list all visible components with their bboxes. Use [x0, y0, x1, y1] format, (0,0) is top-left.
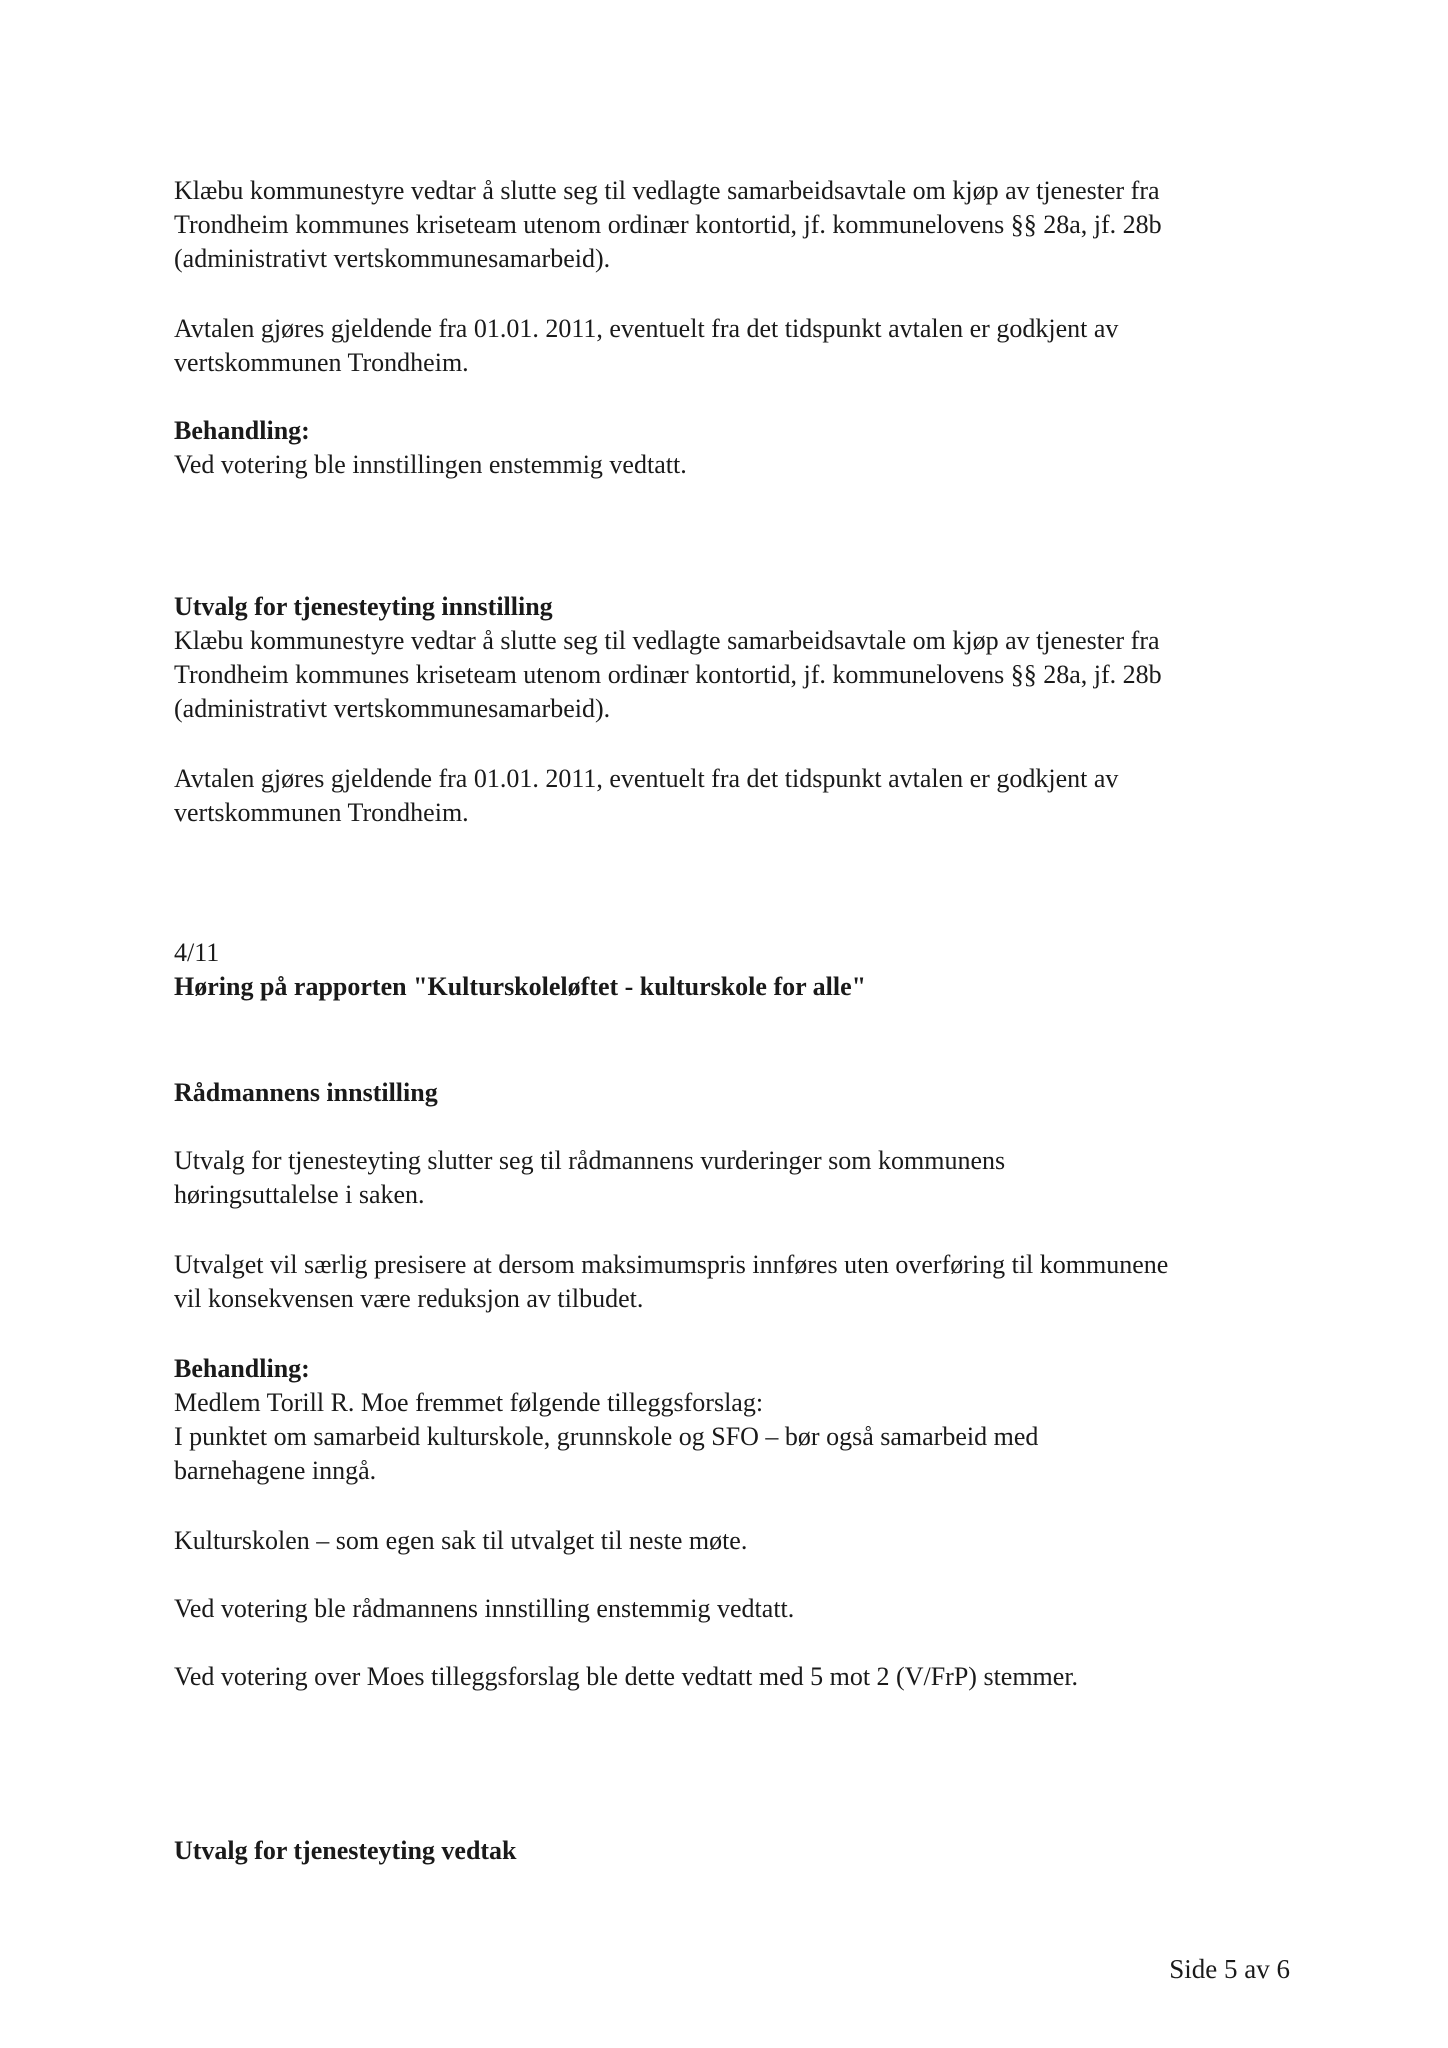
text-line: Ved votering over Moes tilleggsforslag ble dette vedtatt med 5 mot 2 (V/FrP) stemmer. [174, 1662, 1079, 1691]
text-line: (administrativt vertskommunesamarbeid). [174, 244, 611, 273]
votering-2 [174, 1660, 1314, 1694]
section2-paragraph-2 [174, 762, 1314, 830]
text-line: Trondheim kommunes kriseteam utenom ordinær kontortid, jf. kommunelovens §§ 28a, jf. 28b [174, 210, 1162, 239]
section2-innstilling [174, 590, 1314, 726]
kulturskolen-line [174, 1524, 1314, 1558]
text-line: Klæbu kommunestyre vedtar å slutte seg til vedlagte samarbeidsavtale om kjøp av tjenester fra [174, 176, 1160, 205]
radmann-heading: Rådmannens innstilling [174, 1078, 438, 1107]
text-line: Utvalg for tjenesteyting slutter seg til rådmannens vurderinger som kommunens [174, 1146, 1006, 1175]
text-line: I punktet om samarbeid kulturskole, grunnskole og SFO – bør også samarbeid med [174, 1422, 1039, 1451]
text-line: Utvalget vil særlig presisere at dersom maksimumspris innføres uten overføring til kommunene [174, 1250, 1169, 1279]
text-line: vil konsekvensen være reduksjon av tilbudet. [174, 1284, 644, 1313]
page-number: Side 5 av 6 [1169, 1954, 1290, 1984]
text-line: Klæbu kommunestyre vedtar å slutte seg til vedlagte samarbeidsavtale om kjøp av tjenester fra [174, 626, 1160, 655]
text-line: Avtalen gjøres gjeldende fra 01.01. 2011, eventuelt fra det tidspunkt avtalen er godkjent av [174, 314, 1119, 343]
behandling2-block [174, 1352, 1314, 1488]
text-line: Trondheim kommunes kriseteam utenom ordinær kontortid, jf. kommunelovens §§ 28a, jf. 28b [174, 660, 1162, 689]
section1-paragraph-2 [174, 312, 1314, 380]
section1-paragraph-1 [174, 174, 1314, 276]
radmann-heading-block [174, 1076, 1314, 1110]
section-heading: Utvalg for tjenesteyting innstilling [174, 592, 553, 621]
text-line: (administrativt vertskommunesamarbeid). [174, 694, 611, 723]
text-line: høringsuttalelse i saken. [174, 1180, 425, 1209]
case-title: Høring på rapporten "Kulturskoleløftet - kulturskole for alle" [174, 972, 867, 1001]
radmann-paragraph-1 [174, 1144, 1314, 1212]
text-line: vertskommunen Trondheim. [174, 348, 469, 377]
text-line: Avtalen gjøres gjeldende fra 01.01. 2011, eventuelt fra det tidspunkt avtalen er godkjent av [174, 764, 1119, 793]
votering-1 [174, 1592, 1314, 1626]
case-number: 4/11 [174, 938, 220, 967]
vedtak-heading-block [174, 1834, 1314, 1868]
section1-behandling [174, 414, 1314, 482]
text-line: vertskommunen Trondheim. [174, 798, 469, 827]
behandling-heading: Behandling: [174, 416, 310, 445]
behandling-heading: Behandling: [174, 1354, 310, 1383]
text-line: Medlem Torill R. Moe fremmet følgende tilleggsforslag: [174, 1388, 764, 1417]
vedtak-heading: Utvalg for tjenesteyting vedtak [174, 1836, 517, 1865]
behandling-text: Ved votering ble innstillingen enstemmig vedtatt. [174, 450, 687, 479]
radmann-paragraph-2 [174, 1248, 1314, 1316]
text-line: barnehagene inngå. [174, 1456, 377, 1485]
case-header [174, 936, 1314, 1004]
text-line: Ved votering ble rådmannens innstilling enstemmig vedtatt. [174, 1594, 795, 1623]
text-line: Kulturskolen – som egen sak til utvalget til neste møte. [174, 1526, 748, 1555]
